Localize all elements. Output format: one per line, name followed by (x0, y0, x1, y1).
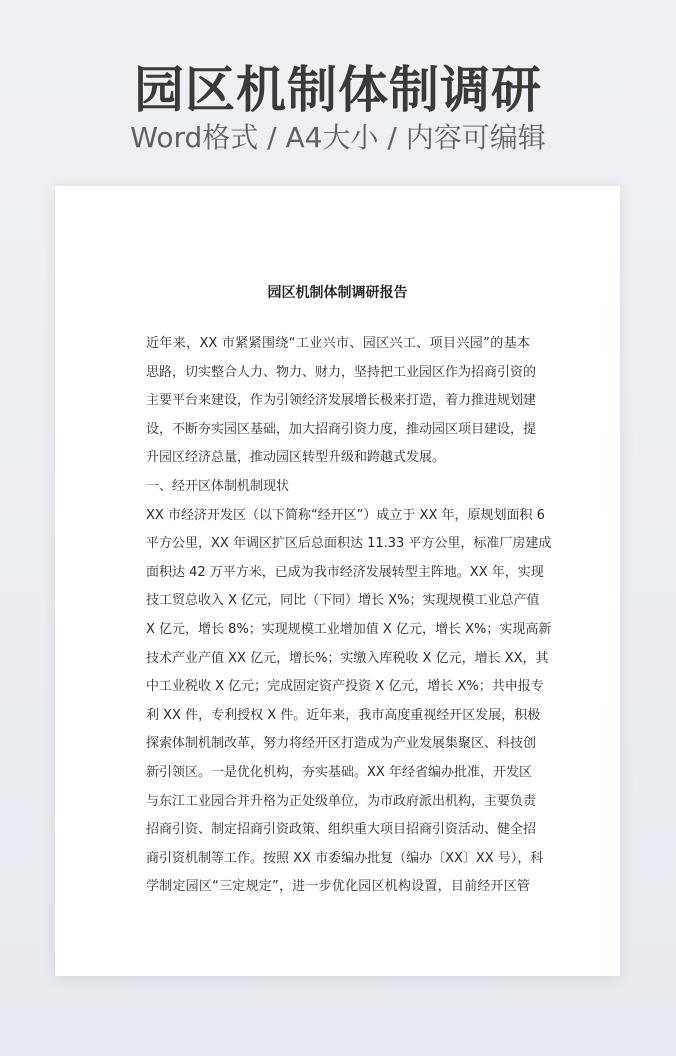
banner-subtitle: Word格式 / A4大小 / 内容可编辑 (130, 121, 546, 154)
body-line: 升园区经济总量，推动园区转型升级和跨越式发展。 (146, 450, 446, 466)
body-line: 近年来，XX 市紧紧围绕“工业兴市、园区兴工、项目兴园”的基本 (146, 336, 530, 351)
banner-title: 园区机制体制调研 (134, 61, 542, 119)
body-line: XX 市经济开发区（以下简称“经开区”）成立于 XX 年，原规划面积 6 (146, 507, 545, 523)
body-line: X 亿元，增长 8%；实现规模工业增加值 X 亿元，增长 X%；实现高新 (146, 621, 552, 637)
body-line: 招商引资、制定招商引资政策、组织重大项目招商引资活动、健全招 (146, 822, 537, 838)
body-line: 面积达 42 万平方米，已成为我市经济发展转型主阵地。XX 年，实现 (146, 564, 544, 580)
body-line: 平方公里，XX 年调区扩区后总面积达 11.33 平方公里，标准厂房建成 (146, 536, 552, 552)
body-line: 技工贸总收入 X 亿元，同比（下同）增长 X%；实现规模工业总产值 (146, 593, 540, 609)
section-heading: 一、经开区体制机制现状 (146, 478, 290, 494)
body-line: 技术产业产值 XX 亿元，增长%；实缴入库税收 X 亿元，增长 XX，其 (146, 650, 549, 666)
body-line: 中工业税收 X 亿元；完成固定资产投资 X 亿元，增长 X%；共申报专 (146, 679, 544, 695)
document-body (146, 330, 552, 902)
body-line: 利 XX 件，专利授权 X 件。近年来，我市高度重视经开区发展，积极 (146, 707, 541, 723)
body-line: 探索体制机制改革，努力将经开区打造成为产业发展集聚区、科技创 (146, 736, 537, 752)
body-line: 与东江工业园合并升格为正处级单位，为市政府派出机构，主要负责 (146, 793, 537, 809)
body-line: 新引领区。一是优化机构，夯实基础。XX 年经省编办批准，开发区 (146, 764, 532, 780)
body-line: 商引资机制等工作。按照 XX 市委编办批复（编办〔XX〕XX 号），科 (146, 850, 544, 866)
document-title: 园区机制体制调研报告 (267, 285, 408, 301)
body-line: 设，不断夯实园区基础，加大招商引资力度，推动园区项目建设，提 (146, 421, 537, 437)
body-line: 思路，切实整合人力、物力、财力，坚持把工业园区作为招商引资的 (146, 364, 537, 380)
document-page (55, 186, 620, 976)
body-line: 主要平台来建设，作为引领经济发展增长极来打造，着力推进规划建 (146, 393, 537, 409)
body-line: 学制定园区“三定规定”，进一步优化园区机构设置，目前经开区管 (146, 879, 530, 895)
